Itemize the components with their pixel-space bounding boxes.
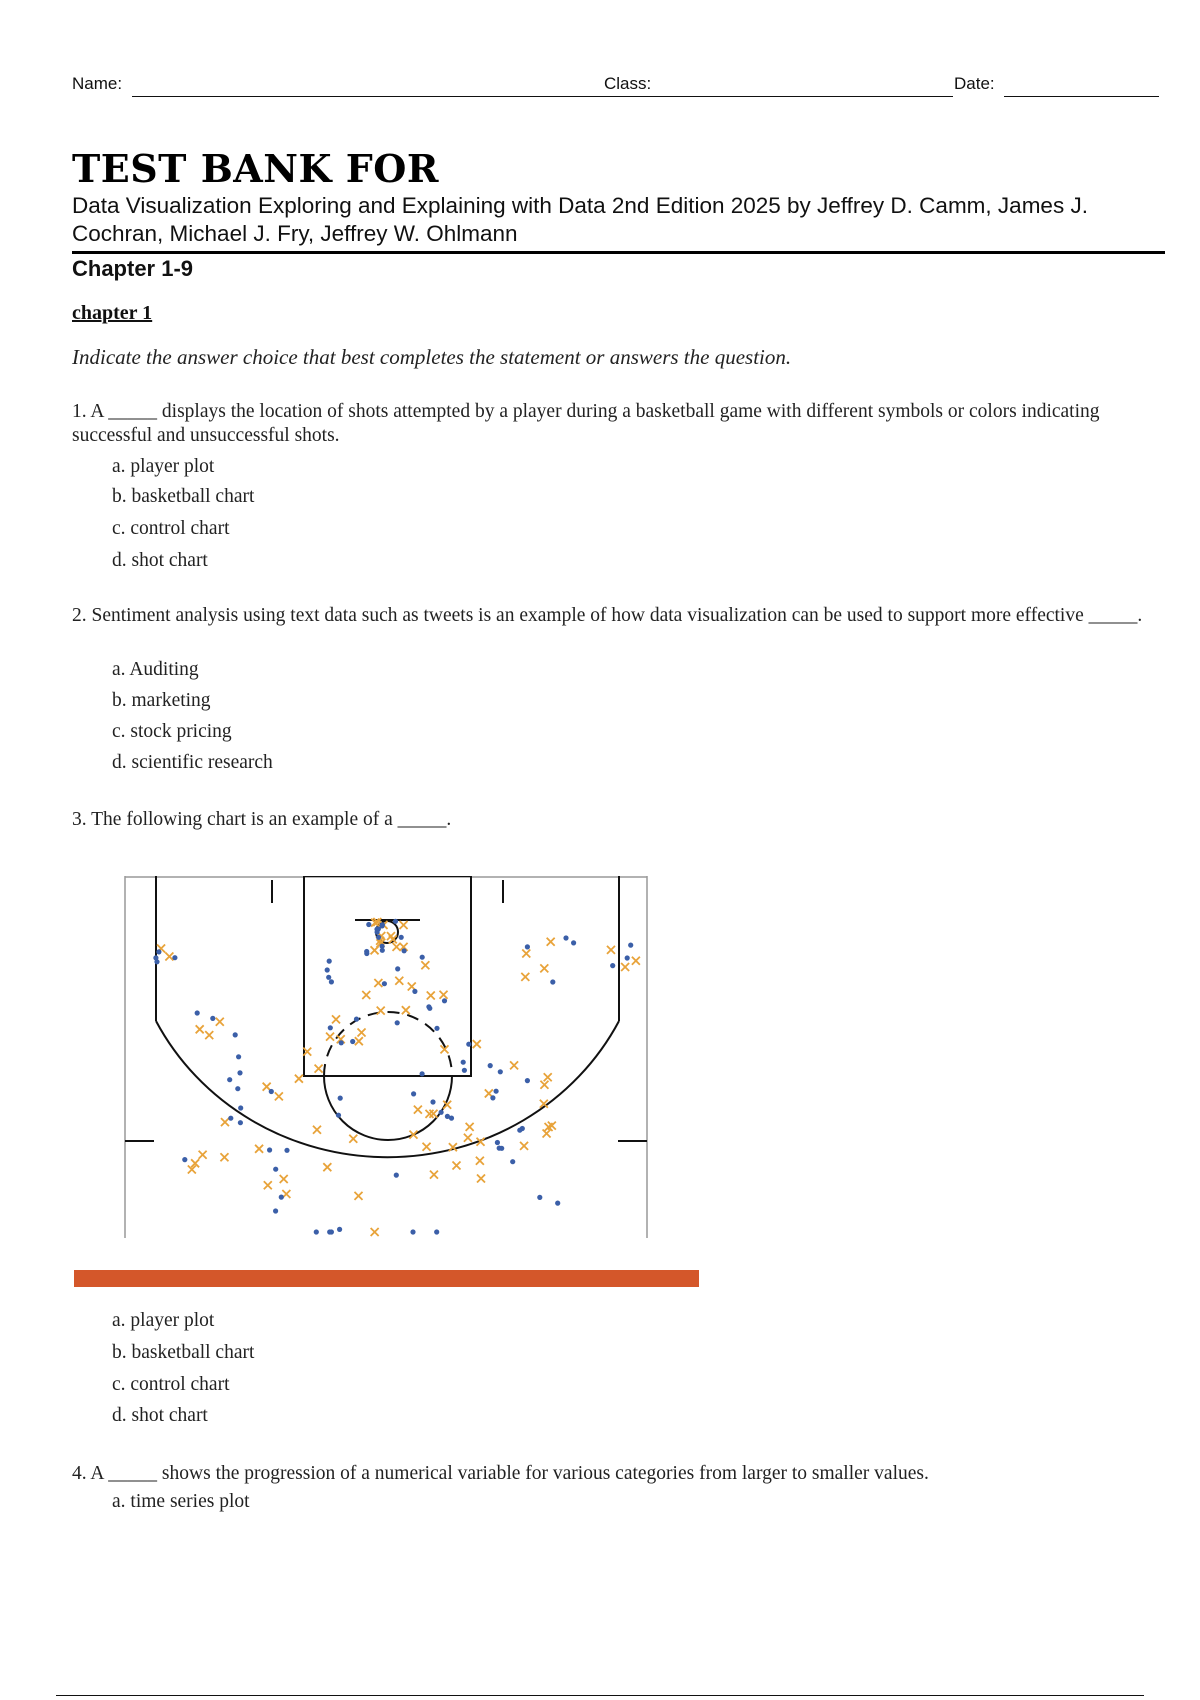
missed-shot-marker xyxy=(255,1145,263,1153)
missed-shot-marker xyxy=(395,977,403,985)
made-shot-marker xyxy=(498,1069,503,1074)
made-shot-marker xyxy=(195,1010,200,1015)
q3-option-c[interactable]: c. control chart xyxy=(112,1374,230,1395)
made-shot-marker xyxy=(326,975,331,980)
name-label: Name: xyxy=(72,74,123,93)
made-shot-marker xyxy=(550,979,555,984)
missed-shot-marker xyxy=(607,946,615,954)
made-shot-marker xyxy=(182,1157,187,1162)
missed-shot-marker xyxy=(402,1006,410,1014)
missed-shot-marker xyxy=(323,1163,331,1171)
made-shot-marker xyxy=(374,927,379,932)
missed-shot-marker xyxy=(632,957,640,965)
missed-shot-marker xyxy=(440,991,448,999)
missed-shot-marker xyxy=(263,1083,271,1091)
made-shot-marker xyxy=(490,1095,495,1100)
date-field[interactable] xyxy=(1004,96,1159,97)
missed-shot-marker xyxy=(216,1018,224,1026)
made-shot-marker xyxy=(462,1068,467,1073)
missed-shot-marker xyxy=(326,1033,334,1041)
made-shot-marker xyxy=(410,1229,415,1234)
chart-divider-bar xyxy=(74,1270,699,1287)
made-shot-marker xyxy=(329,979,334,984)
missed-shot-marker xyxy=(544,1073,552,1081)
missed-shot-marker xyxy=(377,1007,385,1015)
missed-shot-marker xyxy=(427,992,435,1000)
made-shot-marker xyxy=(510,1159,515,1164)
made-shot-marker xyxy=(238,1105,243,1110)
class-label: Class: xyxy=(604,74,652,93)
made-shot-marker xyxy=(236,1054,241,1059)
missed-shot-marker xyxy=(275,1092,283,1100)
instructions: Indicate the answer choice that best completes the statement or answers the question. xyxy=(72,345,792,369)
missed-shot-marker xyxy=(371,1228,379,1236)
made-shot-marker xyxy=(449,1116,454,1121)
made-shot-marker xyxy=(238,1120,243,1125)
made-shot-marker xyxy=(153,955,158,960)
made-shot-marker xyxy=(411,1091,416,1096)
made-shot-marker xyxy=(525,1078,530,1083)
shot-chart xyxy=(122,876,650,1242)
missed-shot-marker xyxy=(315,1065,323,1073)
missed-shot-marker xyxy=(358,1029,366,1037)
missed-shot-marker xyxy=(522,949,530,957)
missed-shot-marker xyxy=(421,961,429,969)
made-shot-marker xyxy=(571,940,576,945)
made-shot-marker xyxy=(420,1071,425,1076)
question-1: 1. A _____ displays the location of shots attempted by a player during a basketball game with different symbols or colors indicating successful and unsuccessful shots. xyxy=(72,401,1100,446)
q3-option-a[interactable]: a. player plot xyxy=(112,1310,215,1331)
name-field[interactable] xyxy=(132,96,669,97)
title-divider xyxy=(72,251,1165,254)
made-shot-marker xyxy=(228,1116,233,1121)
question-2: 2. Sentiment analysis using text data such as tweets is an example of how data visualization can be used to support more effective _____. xyxy=(72,605,1143,626)
missed-shot-marker xyxy=(295,1075,303,1083)
missed-shot-marker xyxy=(414,1106,422,1114)
made-shot-marker xyxy=(461,1060,466,1065)
class-field[interactable] xyxy=(663,96,953,97)
made-shot-marker xyxy=(442,998,447,1003)
made-shot-marker xyxy=(434,1229,439,1234)
made-shot-marker xyxy=(273,1167,278,1172)
header-fields xyxy=(72,72,1159,100)
made-shot-marker xyxy=(325,967,330,972)
q2-option-a[interactable]: a. Auditing xyxy=(112,659,199,680)
q2-option-c[interactable]: c. stock pricing xyxy=(112,721,232,742)
made-shot-marker xyxy=(402,948,407,953)
missed-shot-marker xyxy=(165,953,173,961)
missed-shot-marker xyxy=(464,1134,472,1142)
made-shot-marker xyxy=(525,944,530,949)
q1-option-d[interactable]: d. shot chart xyxy=(112,550,208,571)
made-shot-marker xyxy=(235,1086,240,1091)
made-shot-marker xyxy=(350,1039,355,1044)
made-shot-marker xyxy=(376,935,381,940)
missed-shot-marker xyxy=(355,1037,363,1045)
missed-shot-marker xyxy=(205,1031,213,1039)
made-shot-marker xyxy=(537,1195,542,1200)
made-shot-marker xyxy=(382,981,387,986)
missed-shot-marker xyxy=(199,1151,207,1159)
made-shot-marker xyxy=(337,1227,342,1232)
made-shot-marker xyxy=(393,919,398,924)
date-label: Date: xyxy=(954,74,995,93)
made-shot-marker xyxy=(495,1140,500,1145)
missed-shot-marker xyxy=(521,973,529,981)
missed-shot-marker xyxy=(510,1061,518,1069)
made-shot-marker xyxy=(354,1017,359,1022)
made-shot-marker xyxy=(412,989,417,994)
missed-shot-marker xyxy=(400,921,408,929)
missed-shot-marker xyxy=(547,938,555,946)
made-shot-marker xyxy=(210,1016,215,1021)
made-shot-marker xyxy=(156,949,161,954)
missed-shot-marker xyxy=(354,1192,362,1200)
question-4: 4. A _____ shows the progression of a numerical variable for various categories from larger to smaller values. xyxy=(72,1463,929,1484)
q2-option-b[interactable]: b. marketing xyxy=(112,690,211,711)
made-shot-marker xyxy=(395,966,400,971)
missed-shot-marker xyxy=(362,991,370,999)
made-shot-marker xyxy=(338,1096,343,1101)
made-shot-marker xyxy=(284,1148,289,1153)
made-shot-marker xyxy=(430,1099,435,1104)
q3-option-d[interactable]: d. shot chart xyxy=(112,1405,208,1426)
missed-shot-marker xyxy=(473,1040,481,1048)
missed-shot-marker xyxy=(221,1118,229,1126)
missed-shot-marker xyxy=(264,1181,272,1189)
made-shot-marker xyxy=(563,935,568,940)
made-shot-marker xyxy=(610,963,615,968)
made-shot-marker xyxy=(394,1173,399,1178)
made-shot-marker xyxy=(628,943,633,948)
missed-shot-marker xyxy=(621,963,629,971)
missed-shot-marker xyxy=(220,1153,228,1161)
q1-option-b[interactable]: b. basketball chart xyxy=(112,486,255,507)
missed-shot-marker xyxy=(393,943,401,951)
book-subtitle: Data Visualization Exploring and Explaining with Data 2nd Edition 2025 by Jeffrey D. Camm, James J. Cochran, Michael J. Fry, Jeffrey W. Ohlmann xyxy=(72,193,1088,246)
chapter-range: Chapter 1-9 xyxy=(72,256,194,281)
missed-shot-marker xyxy=(540,964,548,972)
missed-shot-marker xyxy=(349,1135,357,1143)
made-shot-marker xyxy=(366,922,371,927)
q1-option-c[interactable]: c. control chart xyxy=(112,518,230,539)
made-shot-marker xyxy=(494,1089,499,1094)
made-shot-marker xyxy=(380,923,385,928)
made-shot-marker xyxy=(339,1040,344,1045)
made-shot-marker xyxy=(172,955,177,960)
missed-shot-marker xyxy=(476,1157,484,1165)
made-shot-marker xyxy=(625,955,630,960)
court-lines xyxy=(125,876,647,1238)
missed-shot-marker xyxy=(520,1142,528,1150)
made-shot-marker xyxy=(279,1195,284,1200)
q1-option-a[interactable]: a. player plot xyxy=(112,456,215,477)
made-shot-marker xyxy=(427,1006,432,1011)
missed-shots-layer xyxy=(157,918,640,1236)
missed-shot-marker xyxy=(280,1175,288,1183)
made-shot-marker xyxy=(336,1113,341,1118)
missed-shot-marker xyxy=(540,1081,548,1089)
made-shot-marker xyxy=(327,959,332,964)
missed-shot-marker xyxy=(332,1015,340,1023)
missed-shot-marker xyxy=(466,1123,474,1131)
made-shot-marker xyxy=(420,955,425,960)
missed-shot-marker xyxy=(196,1025,204,1033)
made-shot-marker xyxy=(364,949,369,954)
made-shot-marker xyxy=(399,935,404,940)
missed-shot-marker xyxy=(374,979,382,987)
made-shot-marker xyxy=(380,944,385,949)
made-shot-marker xyxy=(395,1020,400,1025)
missed-shot-marker xyxy=(313,1126,321,1134)
missed-shot-marker xyxy=(452,1161,460,1169)
made-shot-marker xyxy=(227,1077,232,1082)
page-bottom-rule xyxy=(56,1695,1144,1696)
question-3: 3. The following chart is an example of a _____. xyxy=(72,809,452,830)
made-shot-marker xyxy=(466,1042,471,1047)
missed-shot-marker xyxy=(423,1143,431,1151)
chapter-heading: chapter 1 xyxy=(72,302,153,324)
missed-shot-marker xyxy=(371,946,379,954)
q4-option-a[interactable]: a. time series plot xyxy=(112,1491,250,1512)
missed-shot-marker xyxy=(543,1129,551,1137)
made-shot-marker xyxy=(314,1229,319,1234)
made-shot-marker xyxy=(499,1146,504,1151)
made-shot-marker xyxy=(439,1110,444,1115)
missed-shot-marker xyxy=(430,1171,438,1179)
made-shot-marker xyxy=(273,1208,278,1213)
made-shot-marker xyxy=(517,1128,522,1133)
made-shot-marker xyxy=(555,1201,560,1206)
made-shot-marker xyxy=(328,1025,333,1030)
made-shot-marker xyxy=(329,1229,334,1234)
missed-shot-marker xyxy=(477,1174,485,1182)
page-title: TEST BANK FOR xyxy=(72,146,439,191)
made-shot-marker xyxy=(269,1089,274,1094)
made-shot-marker xyxy=(434,1026,439,1031)
made-shot-marker xyxy=(233,1032,238,1037)
made-shot-marker xyxy=(237,1070,242,1075)
q3-option-b[interactable]: b. basketball chart xyxy=(112,1342,255,1363)
made-shot-marker xyxy=(488,1063,493,1068)
q2-option-d[interactable]: d. scientific research xyxy=(112,752,273,773)
made-shot-marker xyxy=(267,1147,272,1152)
missed-shot-marker xyxy=(387,932,395,940)
